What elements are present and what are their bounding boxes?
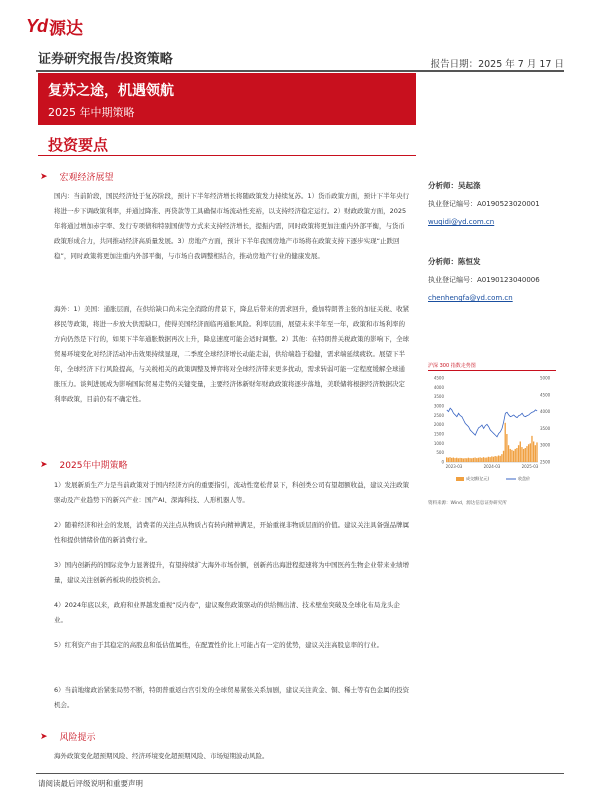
volume-bar [466,458,467,462]
volume-bar [449,457,450,462]
y-tick-label-left: 1500 [433,431,444,437]
y-tick-label-left: 1000 [433,440,444,446]
volume-bar [526,446,527,462]
section-title: 2025年中期策略 [59,461,128,471]
y-tick-label-left: 0 [441,459,444,465]
analyst-name: 分析师：吴起涤 [428,181,481,190]
volume-bar [451,458,452,462]
chevron-right-icon: ➤ [40,459,48,470]
volume-bar [453,458,454,462]
x-tick-label: 2024-03 [483,464,501,469]
paragraph: 5）红利资产由于其稳定的高股息和低估值属性，在配置性价比上可能占有一定的优势，建议关注高股息率的行业。 [54,641,384,649]
volume-bar [476,458,477,462]
close-price-line [447,408,537,437]
y-tick-label-right: 5000 [540,375,551,381]
volume-bar [525,448,526,462]
section-title: 宏观经济展望 [59,173,114,183]
volume-bar [468,458,469,462]
paragraph: 3）国内创新药的国际竞争力显著提升，有望持续扩大海外市场份额，创新药出海进程提速将为中国医药生物企业带来业绩增量，建议关注创新药板块的投资机会。 [54,561,410,584]
logo-text: 源达 [49,19,84,39]
volume-bar [464,458,465,462]
volume-bar [518,445,519,462]
volume-bar [503,451,504,462]
volume-bar [461,458,462,462]
y-tick-label-left: 4000 [433,384,444,390]
analyst-name: 分析师：陈恒发 [428,257,481,266]
y-tick-label-right: 4000 [540,409,551,415]
main-heading-rule [38,155,416,156]
volume-bar [478,458,479,462]
volume-bar [454,458,455,462]
volume-bar [506,434,507,462]
y-tick-label-right: 3500 [540,425,551,431]
volume-bar [473,458,474,462]
analyst-email[interactable]: chenhengfa@yd.com.cn [428,294,513,302]
paragraph: 6）当前地缘政治紧张局势不断，特朗普重返白宫引发的全球贸易紧张关系加剧，建议关注黄金、铜、稀土等有色金属的投资机会。 [54,686,410,709]
volume-bar [481,458,482,462]
section-header-risk [40,730,96,743]
volume-bar [489,457,490,462]
volume-bar [474,458,475,462]
volume-bar [500,456,501,462]
volume-bar [493,457,494,462]
chevron-right-icon: ➤ [40,731,48,742]
chart-plot [428,372,556,504]
volume-bar [446,457,447,462]
volume-bar [508,445,509,462]
volume-bar [463,458,464,462]
report-title: 复苏之途，机遇领航 [48,83,174,99]
volume-bar [491,456,492,462]
header-divider [36,70,564,72]
y-tick-label-left: 4500 [433,375,444,381]
main-heading: 投资要点 [48,136,109,154]
section-title: 风险提示 [59,733,96,743]
y-tick-label-left: 2000 [433,422,444,428]
volume-bar [456,458,457,462]
paragraph: 4）2024年底以来，政府和业界越发重视“反内卷”，建议聚焦政策驱动的供给侧出清、技术壁垒突破及全球化布局龙头企业。 [54,601,400,624]
paragraph: 国内：当前阶段，国民经济处于复苏阶段，预计下半年经济增长将随政策发力持续复苏。1）货币政策方面，预计下半年央行将进一步下调政策利率，并通过降准、再贷款等工具确保市场流动性充裕，以支持经济稳定运行。2）财政政策方面，2025年将通过增加赤字率、发行专项债和特别国债等方式来支持经济增长，提振内需，同时政策将更加注重内外部平衡，与货币政策形成合力，共同推动经济高质量发展。3）房地产方面，预计下半年我国房地产市场将在政策支持下逐步实现“止跌回稳”，同时政策将更加注重内外部平衡，与市场自我调整相结合，推动房地产行业的健康发展。 [54,192,410,260]
x-tick-label: 2023-03 [445,464,463,469]
y-tick-label-left: 3000 [433,403,444,409]
volume-bar [533,441,534,462]
volume-bar [523,449,524,462]
index-chart [428,362,556,512]
section-header-macro [40,170,114,183]
title-banner [38,73,416,125]
paragraph: 1）发展新质生产力是当前政策对于国内经济方向的重要指引，流动性宽松背景下，科创类公司有望超额收益，建议关注政策驱动及产业趋势下的新兴产业：国产AI、深海科技、人形机器人等。 [54,481,410,504]
volume-bar [469,458,470,462]
legend-swatch-volume [456,477,464,481]
brand-logo [26,14,83,39]
volume-bar [486,458,487,462]
report-subtitle: 2025 年中期策略 [48,106,135,119]
paragraph: 海外政策变化超预期风险、经济环境变化超预期风险、市场短期波动风险。 [54,752,269,760]
y-tick-label-right: 2500 [540,459,551,465]
volume-bar [520,441,521,462]
volume-bar [531,436,532,462]
y-tick-label-left: 500 [436,450,444,456]
legend-label-close: 收盘价 [518,476,530,481]
logo-mark: Yd [26,16,48,36]
report-date: 报告日期：2025 年 7 月 17 日 [430,59,564,70]
y-tick-label-right: 4500 [540,392,551,398]
volume-bar [501,454,502,462]
y-tick-label-left: 2500 [433,412,444,418]
section-header-strategy [40,458,127,471]
volume-bar [471,458,472,462]
volume-bar [459,458,460,462]
volume-bar [515,449,516,462]
volume-bar [488,457,489,462]
footer-disclaimer: 请阅读最后评级说明和重要声明 [38,779,143,788]
analyst-email[interactable]: wuqidi@yd.com.cn [428,218,495,226]
chart-source: 资料来源：Wind，源达信息证券研究所 [428,501,507,506]
volume-bar [495,456,496,462]
y-tick-label-left: 3500 [433,394,444,400]
volume-bar [479,457,480,462]
volume-bar [458,458,459,462]
volume-bar [510,449,511,462]
analyst-license: 执业登记编号：A0190523020001 [428,200,540,208]
y-tick-label-right: 3000 [540,442,551,448]
report-type: 证券研究报告/投资策略 [38,52,173,67]
volume-bar [505,423,506,462]
chevron-right-icon: ➤ [40,171,48,182]
volume-bar [496,456,497,462]
volume-bar [511,450,512,462]
chart-title-rule [428,370,556,371]
volume-bar [528,444,529,462]
volume-bar [536,442,537,462]
volume-bar [498,455,499,462]
volume-bar [516,448,517,462]
x-tick-label: 2025-03 [521,464,539,469]
volume-bar [484,458,485,462]
volume-bar [521,447,522,462]
chart-title: 沪深 300 指数走势图 [428,363,476,369]
volume-bar [483,457,484,462]
volume-bar [448,458,449,462]
volume-bar [530,443,531,462]
paragraph: 2）随着经济和社会的发展，消费者的关注点从物质占有转向精神满足，开始重视非物质层面的价值。建议关注具备强品牌属性和提供情绪价值的新消费行业。 [54,521,410,544]
volume-bar [513,451,514,462]
legend-label-volume: 成交额(亿元) [466,476,490,481]
analyst-license: 执业登记编号：A0190123040006 [428,276,540,284]
footer-divider [36,773,564,774]
paragraph: 海外：1）美国：通胀层面，在供给缺口尚未完全消除的背景下，降息后带来的需求回升，叠加特朗普主张的加征关税、收紧移民等政策，将进一步放大供需缺口，使得美国经济面临再通胀风险。利率层面，展望未来半年至一年，政策和市场利率的方向仍然是下行的，如果下半年通胀数据再次上升，降息速度可能会适时调整。2）其他：在特朗普关税政策的影响下，全球贸易环境变化对经济活动冲击效果持续显现，二季度全球经济增长动能走弱，供给端趋于稳健，需求端延续疲软。展望下半年，全球经济下行风险提高，与关税相关的政策调整及博弈将对全球经济带来更多扰动，需求转弱可能一定程度缓解全球通胀压力。谈判进展成为影响国际贸易走势的关键变量，主要经济体新财年财政政策将逐步落地，美联储将根据经济数据决定利率政策，目前仍有不确定性。 [54,305,410,403]
volume-bar [535,445,536,462]
